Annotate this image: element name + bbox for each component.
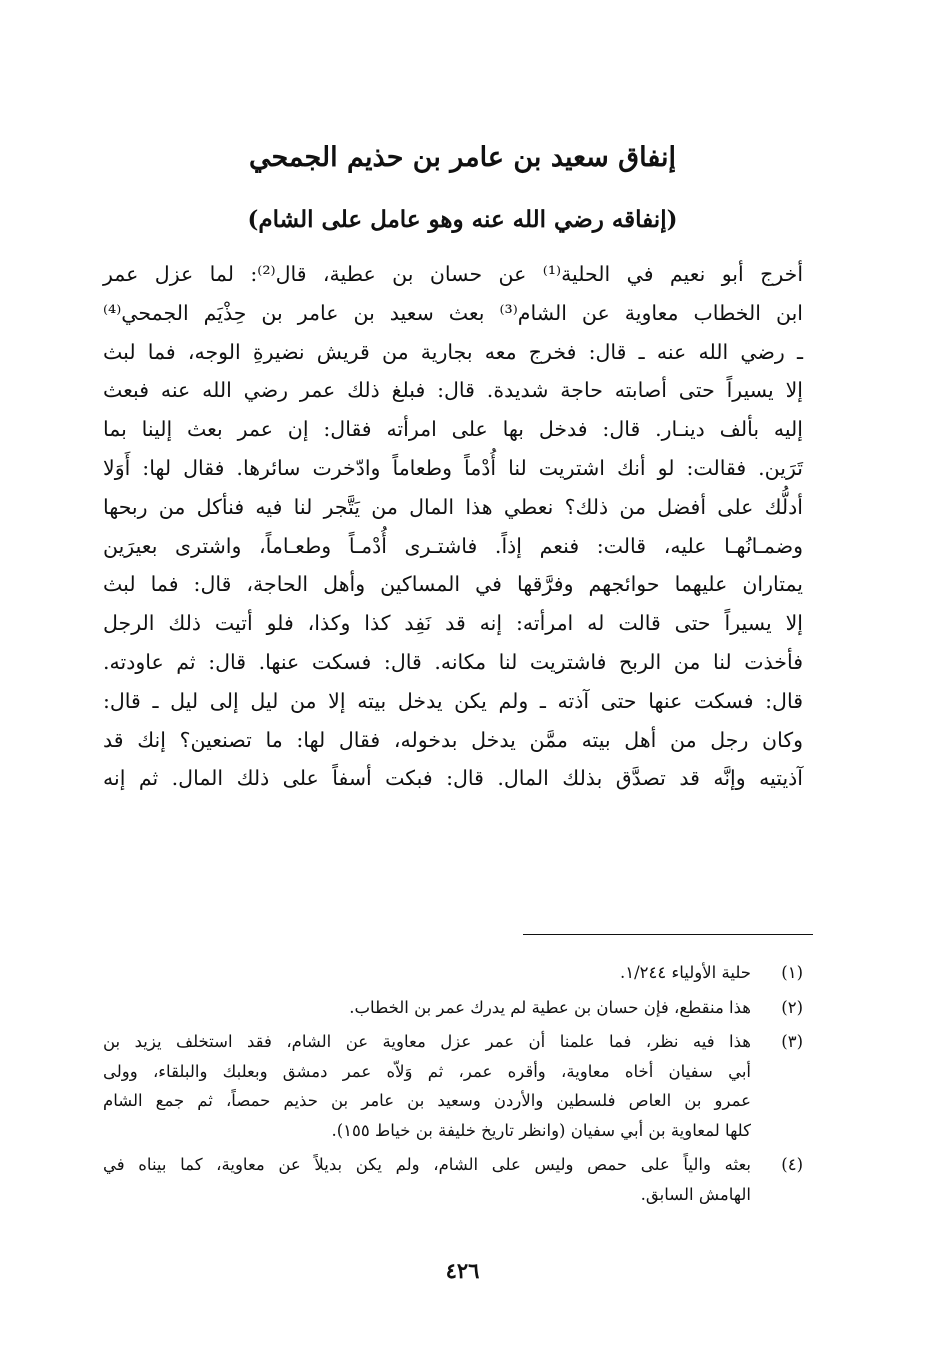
body-line: إلا يسيراً حتى قالت له امرأته: إنه قد نَفِد كذا وكذا، فلو أتيت ذلك الرجل <box>103 611 803 636</box>
footnote-divider <box>523 934 813 935</box>
footnote-line: الهامش السابق. <box>640 1184 751 1204</box>
footnote-line: هذا منقطع، فإن حسان بن عطية لم يدرك عمر بن الخطاب. <box>349 997 751 1017</box>
body-line: إلا يسيراً حتى أصابته حاجة شديدة. قال: فبلغ ذلك عمر رضي الله عنه فبعث <box>103 378 803 403</box>
body-line: إليه بألف دينـار. قال: فدخل بها على امرأته فقال: إن عمر بعث إلينا بما <box>103 417 803 442</box>
footnotes <box>103 958 803 1214</box>
page-subtitle: (إنفاقه رضي الله عنه وهو عامل على الشام) <box>247 206 678 233</box>
footnote-line: أبي سفيان أخاه معاوية، وأقره عمر، ثم وَلاّه عمر دمشق وبعلبك والبلقاء، وولى <box>103 1061 751 1081</box>
page-number: ٤٢٦ <box>445 1258 480 1283</box>
body-line: ابن الخطاب معاوية عن الشام⁽³⁾ بعث سعيد بن عامر بن حِذْيَم الجمحي⁽⁴⁾ <box>103 300 803 325</box>
footnote-2 <box>103 993 803 1023</box>
footnote-line: حلية الأولياء ١/٢٤٤. <box>620 963 751 982</box>
body-line: فأخذت لنا من الربح فاشتريت لنا مكانه. قال: فسكت عنها. قال: ثم عاودته. <box>103 649 803 674</box>
footnote-number: (٣) <box>781 1032 803 1051</box>
body-line: قال: فسكت عنها حتى آذته ـ ولم يكن يدخل بيته إلا من ليل إلى ليل ـ قال: <box>103 688 803 713</box>
body-line: آذيتيه وإنَّه قد تصدَّق بذلك المال. قال: فبكت أسفاً على ذلك المال. ثم إنه <box>103 766 803 791</box>
footnote-number: (٤) <box>781 1155 803 1174</box>
main-paragraph <box>103 255 803 798</box>
footnote-line: هذا فيه نظر، فما علمنا أن عمر عزل معاوية عن الشام، فقد استخلف يزيد بن <box>103 1032 751 1051</box>
body-line: أدلُّك على أفضل من ذلك؟ نعطي هذا المال من يَتَّجر لنا فيه فنأكل من ربحها <box>103 494 803 519</box>
footnote-line: بعثه والياً على حمص وليس على الشام، ولم يكن بديلاً عن معاوية، كما بيناه في <box>103 1155 751 1174</box>
body-line: وكان رجل من أهل بيته ممَّن يدخل بدخوله، فقال لها: ما تصنعين؟ إنك قد <box>103 727 803 752</box>
body-line: أخرج أبو نعيم في الحلية⁽¹⁾ عن حسان بن عطية، قال⁽²⁾: لما عزل عمر <box>103 262 804 286</box>
footnote-number: (١) <box>781 963 803 982</box>
body-line: يمتاران عليهما حوائجهم وفرَّقها في المساكين وأهل الحاجة، قال: فما لبث <box>103 572 803 597</box>
footnote-line: عمرو بن العاص فلسطين والأردن وسعيد بن عامر بن حذيم حمصاً، ثم جمع الشام <box>103 1091 751 1110</box>
body-line: ـ رضي الله عنه ـ قال: فخرج معه بجارية من قريش نضيرةِ الوجه، فما لبث <box>103 339 803 364</box>
page-title: إنفاق سعيد بن عامر بن حذيم الجمحي <box>248 142 677 173</box>
footnote-1 <box>103 958 803 988</box>
footnote-number: (٢) <box>781 997 803 1017</box>
body-line: تَرَين. فقالت: لو أنك اشتريت لنا أُدْماً وطعاماً وادّخرت سائرها. فقال لها: أَوَلا <box>103 455 803 480</box>
footnote-3 <box>103 1027 803 1145</box>
footnote-line: كلها لمعاوية بن أبي سفيان (وانظر تاريخ خليفة بن خياط ١٥٥). <box>331 1120 751 1140</box>
footnote-4 <box>103 1150 803 1209</box>
body-line: وضمـانُهـا عليه، قالت: فنعم إذاً. فاشتـرى أُدْمـاً وطعـاماً، واشترى بعيرَين <box>103 533 803 558</box>
